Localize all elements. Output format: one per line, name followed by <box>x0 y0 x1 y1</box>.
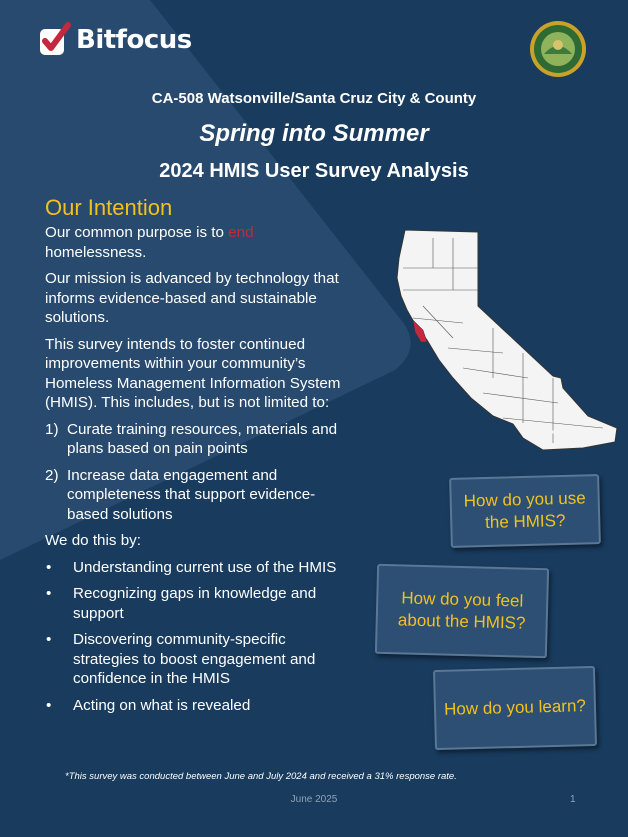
we-do-paragraph: We do this by: <box>45 532 141 549</box>
end-highlight: end <box>228 224 254 241</box>
report-title: 2024 HMIS User Survey Analysis <box>159 160 469 182</box>
bitfocus-logo <box>38 22 192 58</box>
california-map-icon <box>393 228 623 453</box>
intention-body <box>45 223 345 722</box>
bullet-item: • Recognizing gaps in knowledge and support <box>46 585 317 622</box>
section-heading: Our Intention <box>45 195 173 220</box>
purpose-paragraph: Our common purpose is to end homelessness. <box>45 224 254 261</box>
bullet-item: • Discovering community-specific strategies to boost engagement and confidence in the HMIS <box>46 631 316 687</box>
county-seal-icon <box>529 20 587 78</box>
bullet-item: • Understanding current use of the HMIS <box>46 558 337 576</box>
survey-footnote: *This survey was conducted between June and July 2024 and received a 31% response rate. <box>65 771 457 782</box>
question-box-feel: How do you feel about the HMIS? <box>375 564 549 658</box>
question-box-use: How do you use the HMIS? <box>449 474 601 548</box>
bullet-item: • Acting on what is revealed <box>46 696 251 714</box>
survey-intent-paragraph: This survey intends to foster continued improvements within your community’s Homeless Management Information System (HMIS). This includes, but is not limited to: <box>45 335 341 411</box>
numbered-item: 1) Curate training resources, materials and plans based on pain points <box>45 420 338 457</box>
mission-paragraph: Our mission is advanced by technology that informs evidence-based and sustainable solutions. <box>45 270 339 326</box>
numbered-item: 2) Increase data engagement and completeness that support evidence-based solutions <box>45 466 316 523</box>
page-number: 1 <box>570 794 576 805</box>
footer-date: June 2025 <box>290 794 338 805</box>
organization-line: CA-508 Watsonville/Santa Cruz City & County <box>151 90 477 107</box>
question-box-learn: How do you learn? <box>433 666 597 750</box>
brand-name: Bitfocus <box>76 25 192 55</box>
report-subtitle: Spring into Summer <box>199 120 429 147</box>
checkmark-logo-icon <box>38 22 72 58</box>
